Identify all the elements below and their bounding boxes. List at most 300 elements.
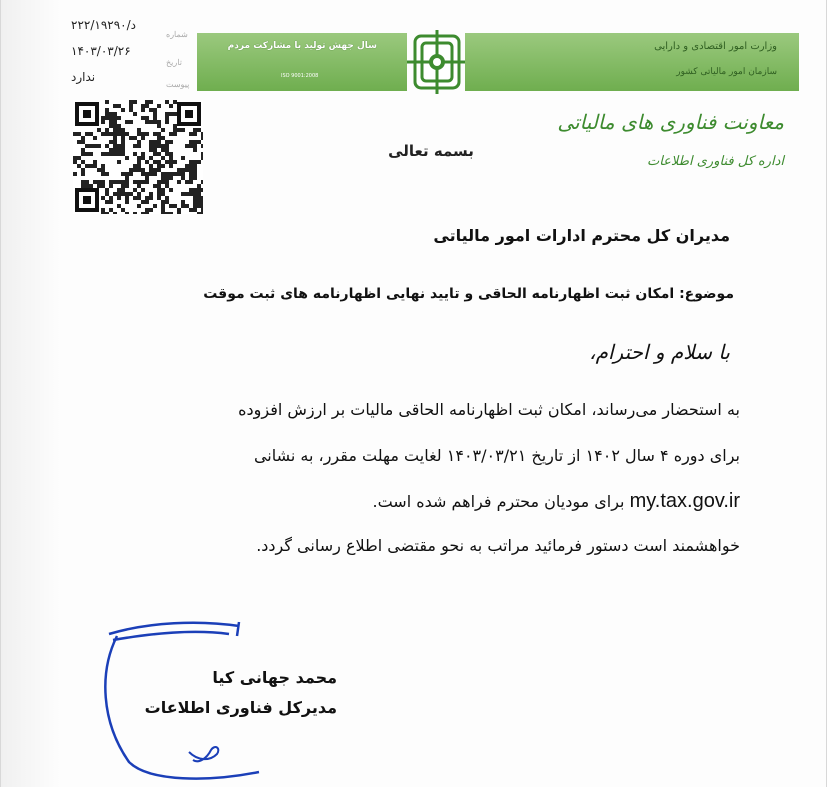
ministry-name: وزارت امور اقتصادی و دارایی bbox=[654, 41, 777, 52]
qr-module bbox=[85, 152, 89, 156]
qr-module bbox=[197, 128, 201, 132]
iso-label: ISO 9001:2008 bbox=[281, 73, 319, 79]
qr-module bbox=[157, 152, 161, 156]
qr-module bbox=[193, 148, 197, 152]
qr-module bbox=[113, 148, 117, 152]
qr-module bbox=[133, 212, 137, 214]
qr-module bbox=[165, 100, 169, 104]
qr-module bbox=[153, 168, 157, 172]
qr-module bbox=[145, 212, 149, 214]
qr-module bbox=[145, 208, 149, 212]
qr-module bbox=[169, 140, 173, 144]
qr-module bbox=[109, 152, 113, 156]
qr-module bbox=[201, 196, 203, 200]
qr-module bbox=[181, 192, 185, 196]
qr-module bbox=[157, 188, 161, 192]
qr-module bbox=[121, 108, 125, 112]
qr-module bbox=[145, 132, 149, 136]
body-line-3 bbox=[372, 490, 740, 513]
qr-module bbox=[81, 160, 85, 164]
qr-module bbox=[93, 160, 97, 164]
qr-module bbox=[133, 152, 137, 156]
qr-module bbox=[101, 164, 105, 168]
qr-module bbox=[185, 144, 189, 148]
qr-module bbox=[137, 156, 141, 160]
qr-module bbox=[125, 120, 129, 124]
qr-module bbox=[153, 108, 157, 112]
qr-module bbox=[201, 204, 203, 208]
qr-module bbox=[141, 116, 145, 120]
qr-module bbox=[161, 156, 165, 160]
qr-module bbox=[77, 156, 81, 160]
qr-module bbox=[77, 140, 81, 144]
qr-module bbox=[85, 180, 89, 184]
qr-module bbox=[121, 208, 125, 212]
qr-module bbox=[193, 208, 197, 212]
qr-module bbox=[97, 180, 101, 184]
qr-module bbox=[197, 212, 201, 214]
qr-module bbox=[157, 196, 161, 200]
qr-module bbox=[161, 212, 165, 214]
qr-module bbox=[121, 136, 125, 140]
qr-module bbox=[117, 116, 121, 120]
qr-module bbox=[109, 116, 113, 120]
qr-module bbox=[165, 200, 169, 204]
qr-module bbox=[189, 132, 193, 136]
qr-module bbox=[149, 120, 153, 124]
qr-module bbox=[169, 160, 173, 164]
qr-module bbox=[193, 128, 197, 132]
qr-module bbox=[93, 180, 97, 184]
qr-module bbox=[189, 192, 193, 196]
qr-module bbox=[197, 196, 201, 200]
qr-module bbox=[149, 156, 153, 160]
qr-module bbox=[153, 204, 157, 208]
qr-module bbox=[109, 200, 113, 204]
qr-module bbox=[117, 132, 121, 136]
qr-module bbox=[169, 132, 173, 136]
qr-module bbox=[137, 168, 141, 172]
qr-module bbox=[121, 148, 125, 152]
meta-label-number: شماره bbox=[166, 30, 188, 39]
qr-module bbox=[141, 108, 145, 112]
qr-module bbox=[85, 184, 89, 188]
qr-module bbox=[81, 184, 85, 188]
qr-module bbox=[137, 164, 141, 168]
qr-module bbox=[169, 164, 173, 168]
qr-module bbox=[141, 188, 145, 192]
qr-module bbox=[129, 120, 133, 124]
qr-module bbox=[125, 180, 129, 184]
qr-module bbox=[125, 156, 129, 160]
qr-module bbox=[145, 180, 149, 184]
qr-module bbox=[117, 152, 121, 156]
qr-module bbox=[73, 156, 77, 160]
qr-module bbox=[177, 128, 181, 132]
year-slogan: سال جهش تولید با مشارکت مردم bbox=[227, 41, 377, 51]
qr-module bbox=[121, 184, 125, 188]
qr-module bbox=[157, 144, 161, 148]
qr-module bbox=[173, 112, 177, 116]
qr-module bbox=[141, 212, 145, 214]
qr-module bbox=[193, 196, 197, 200]
qr-module bbox=[105, 200, 109, 204]
qr-module bbox=[177, 208, 181, 212]
qr-module bbox=[133, 136, 137, 140]
page-shadow bbox=[1, 0, 61, 787]
qr-module bbox=[109, 180, 113, 184]
qr-module bbox=[113, 132, 117, 136]
qr-module bbox=[169, 152, 173, 156]
qr-module bbox=[133, 180, 137, 184]
qr-module bbox=[153, 116, 157, 120]
qr-module bbox=[117, 196, 121, 200]
qr-module bbox=[169, 172, 173, 176]
qr-module bbox=[85, 164, 89, 168]
qr-module bbox=[141, 132, 145, 136]
qr-module bbox=[157, 192, 161, 196]
department-title: اداره کل فناوری اطلاعات bbox=[646, 154, 784, 169]
qr-module bbox=[113, 212, 117, 214]
qr-module bbox=[85, 144, 89, 148]
qr-module bbox=[173, 124, 177, 128]
qr-module bbox=[101, 180, 105, 184]
qr-module bbox=[109, 208, 113, 212]
qr-module bbox=[81, 136, 85, 140]
qr-module bbox=[129, 100, 133, 104]
qr-module bbox=[113, 192, 117, 196]
qr-module bbox=[149, 196, 153, 200]
qr-module bbox=[181, 200, 185, 204]
qr-module bbox=[117, 204, 121, 208]
qr-module bbox=[173, 172, 177, 176]
qr-module bbox=[165, 152, 169, 156]
qr-module bbox=[161, 200, 165, 204]
qr-module bbox=[101, 212, 105, 214]
qr-module bbox=[181, 156, 185, 160]
qr-module bbox=[89, 152, 93, 156]
qr-module bbox=[153, 152, 157, 156]
qr-module bbox=[189, 172, 193, 176]
qr-module bbox=[197, 204, 201, 208]
qr-module bbox=[145, 120, 149, 124]
qr-module bbox=[165, 160, 169, 164]
qr-module bbox=[197, 200, 201, 204]
qr-module bbox=[117, 160, 121, 164]
qr-module bbox=[141, 136, 145, 140]
qr-module bbox=[193, 192, 197, 196]
qr-module bbox=[121, 140, 125, 144]
qr-module bbox=[101, 116, 105, 120]
qr-module bbox=[93, 144, 97, 148]
qr-module bbox=[125, 192, 129, 196]
qr-module bbox=[101, 168, 105, 172]
qr-module bbox=[201, 180, 203, 184]
qr-module bbox=[193, 164, 197, 168]
qr-module bbox=[173, 160, 177, 164]
qr-module bbox=[193, 140, 197, 144]
qr-module bbox=[81, 152, 85, 156]
qr-module bbox=[145, 100, 149, 104]
qr-module bbox=[201, 132, 203, 136]
qr-module bbox=[125, 212, 129, 214]
salutation: با سلام و احترام، bbox=[589, 340, 730, 364]
qr-module bbox=[149, 208, 153, 212]
qr-module bbox=[129, 108, 133, 112]
signer-title: مدیرکل فناوری اطلاعات bbox=[144, 698, 337, 717]
qr-module bbox=[197, 184, 201, 188]
qr-module bbox=[185, 164, 189, 168]
qr-module bbox=[189, 144, 193, 148]
qr-module bbox=[77, 132, 81, 136]
qr-module bbox=[161, 136, 165, 140]
qr-module bbox=[165, 180, 169, 184]
qr-module bbox=[125, 184, 129, 188]
qr-module bbox=[153, 144, 157, 148]
qr-module bbox=[145, 116, 149, 120]
qr-module bbox=[169, 204, 173, 208]
qr-module bbox=[101, 172, 105, 176]
qr-module bbox=[145, 196, 149, 200]
subject-line: موضوع: امکان ثبت اظهارنامه الحاقی و تایید نهایی اظهارنامه های ثبت موقت bbox=[203, 286, 734, 302]
qr-module bbox=[185, 192, 189, 196]
qr-module bbox=[181, 204, 185, 208]
qr-module bbox=[161, 204, 165, 208]
qr-module bbox=[189, 140, 193, 144]
qr-module bbox=[189, 168, 193, 172]
qr-module bbox=[113, 144, 117, 148]
qr-module bbox=[161, 180, 165, 184]
qr-module bbox=[109, 140, 113, 144]
qr-module bbox=[161, 164, 165, 168]
qr-module bbox=[105, 188, 109, 192]
qr-module bbox=[181, 168, 185, 172]
qr-module bbox=[149, 172, 153, 176]
qr-module bbox=[145, 176, 149, 180]
qr-module bbox=[141, 152, 145, 156]
qr-module bbox=[141, 156, 145, 160]
qr-module bbox=[145, 200, 149, 204]
letter-attachment: ندارد bbox=[71, 70, 96, 84]
qr-module bbox=[97, 168, 101, 172]
deputy-title: معاونت فناوری های مالیاتی bbox=[557, 110, 784, 134]
qr-module bbox=[133, 196, 137, 200]
qr-module bbox=[189, 176, 193, 180]
qr-module bbox=[169, 112, 173, 116]
qr-module bbox=[113, 140, 117, 144]
qr-module bbox=[189, 180, 193, 184]
closing-line: خواهشمند است دستور فرمائید مراتب به نحو مقتضی اطلاع رسانی گردد. bbox=[256, 536, 740, 555]
qr-module bbox=[117, 124, 121, 128]
qr-code-icon bbox=[73, 100, 203, 214]
signer-name: محمد جهانی کیا bbox=[212, 668, 337, 687]
qr-module bbox=[97, 184, 101, 188]
qr-module bbox=[137, 128, 141, 132]
qr-module bbox=[105, 132, 109, 136]
qr-module bbox=[121, 152, 125, 156]
qr-module bbox=[77, 164, 81, 168]
qr-module bbox=[137, 204, 141, 208]
qr-module bbox=[185, 168, 189, 172]
qr-module bbox=[81, 168, 85, 172]
letter-number: د/۲۲۲/۱۹۲۹۰ bbox=[71, 18, 136, 32]
qr-module bbox=[165, 120, 169, 124]
qr-module bbox=[101, 196, 105, 200]
qr-module bbox=[149, 144, 153, 148]
qr-module bbox=[121, 180, 125, 184]
qr-module bbox=[149, 140, 153, 144]
qr-module bbox=[109, 148, 113, 152]
qr-module bbox=[93, 164, 97, 168]
qr-module bbox=[133, 164, 137, 168]
qr-module bbox=[73, 160, 77, 164]
letterhead-band-right bbox=[465, 33, 799, 91]
qr-module bbox=[73, 172, 77, 176]
qr-module bbox=[117, 128, 121, 132]
qr-module bbox=[165, 196, 169, 200]
body-line-1: به استحضار می‌رساند، امکان ثبت اظهارنامه الحاقی مالیات بر ارزش افزوده bbox=[238, 400, 740, 419]
qr-module bbox=[185, 180, 189, 184]
qr-module bbox=[165, 116, 169, 120]
qr-module bbox=[101, 132, 105, 136]
qr-module bbox=[161, 192, 165, 196]
qr-module bbox=[161, 188, 165, 192]
qr-module bbox=[157, 184, 161, 188]
qr-module bbox=[129, 192, 133, 196]
qr-module bbox=[105, 108, 109, 112]
qr-module bbox=[185, 204, 189, 208]
qr-module bbox=[153, 160, 157, 164]
qr-module bbox=[201, 136, 203, 140]
qr-module bbox=[81, 180, 85, 184]
qr-module bbox=[117, 180, 121, 184]
qr-module bbox=[189, 160, 193, 164]
qr-module bbox=[113, 152, 117, 156]
qr-module bbox=[93, 136, 97, 140]
qr-module bbox=[141, 180, 145, 184]
qr-module bbox=[193, 200, 197, 204]
qr-module bbox=[137, 140, 141, 144]
qr-module bbox=[181, 172, 185, 176]
qr-module bbox=[141, 200, 145, 204]
qr-module bbox=[165, 144, 169, 148]
qr-module bbox=[157, 104, 161, 108]
organization-name: سازمان امور مالیاتی کشور bbox=[676, 67, 777, 77]
qr-module bbox=[113, 120, 117, 124]
qr-module bbox=[153, 148, 157, 152]
qr-module bbox=[153, 112, 157, 116]
qr-module bbox=[149, 108, 153, 112]
qr-module bbox=[157, 140, 161, 144]
qr-module bbox=[81, 172, 85, 176]
qr-module bbox=[157, 180, 161, 184]
qr-module bbox=[181, 176, 185, 180]
qr-module bbox=[189, 188, 193, 192]
qr-module bbox=[109, 184, 113, 188]
qr-module bbox=[173, 128, 177, 132]
qr-module bbox=[133, 144, 137, 148]
tax-emblem-icon bbox=[407, 30, 467, 94]
qr-module bbox=[141, 168, 145, 172]
qr-module bbox=[173, 100, 177, 104]
qr-module bbox=[105, 152, 109, 156]
qr-module bbox=[153, 140, 157, 144]
qr-module bbox=[153, 132, 157, 136]
qr-module bbox=[177, 168, 181, 172]
meta-label-date: تاریخ bbox=[166, 58, 182, 67]
qr-module bbox=[157, 164, 161, 168]
qr-module bbox=[197, 192, 201, 196]
qr-module bbox=[157, 132, 161, 136]
qr-module bbox=[137, 180, 141, 184]
qr-module bbox=[73, 132, 77, 136]
qr-module bbox=[201, 152, 203, 156]
qr-module bbox=[177, 212, 181, 214]
qr-module bbox=[125, 172, 129, 176]
qr-module bbox=[157, 160, 161, 164]
qr-module bbox=[141, 172, 145, 176]
qr-module bbox=[165, 112, 169, 116]
qr-module bbox=[193, 132, 197, 136]
qr-module bbox=[133, 188, 137, 192]
qr-module bbox=[165, 148, 169, 152]
qr-module bbox=[105, 112, 109, 116]
qr-module bbox=[149, 148, 153, 152]
qr-module bbox=[173, 132, 177, 136]
qr-module bbox=[117, 144, 121, 148]
qr-module bbox=[169, 212, 173, 214]
qr-module bbox=[193, 176, 197, 180]
qr-module bbox=[141, 104, 145, 108]
qr-module bbox=[105, 116, 109, 120]
qr-module bbox=[137, 144, 141, 148]
qr-module bbox=[161, 176, 165, 180]
qr-module bbox=[161, 144, 165, 148]
qr-module bbox=[117, 192, 121, 196]
qr-module bbox=[121, 192, 125, 196]
qr-module bbox=[113, 112, 117, 116]
url-link[interactable]: my.tax.gov.ir bbox=[629, 490, 740, 512]
qr-module bbox=[137, 192, 141, 196]
qr-module bbox=[125, 176, 129, 180]
qr-module bbox=[153, 184, 157, 188]
qr-module bbox=[109, 132, 113, 136]
qr-module bbox=[113, 104, 117, 108]
qr-module bbox=[153, 120, 157, 124]
qr-module bbox=[157, 136, 161, 140]
qr-module bbox=[201, 200, 203, 204]
qr-module bbox=[145, 172, 149, 176]
qr-module bbox=[117, 148, 121, 152]
qr-module bbox=[161, 208, 165, 212]
qr-module bbox=[105, 192, 109, 196]
qr-module bbox=[193, 204, 197, 208]
qr-module bbox=[149, 100, 153, 104]
qr-module bbox=[169, 188, 173, 192]
qr-module bbox=[145, 104, 149, 108]
qr-module bbox=[193, 160, 197, 164]
qr-module bbox=[153, 172, 157, 176]
qr-module bbox=[169, 176, 173, 180]
qr-module bbox=[157, 120, 161, 124]
qr-module bbox=[101, 208, 105, 212]
qr-module bbox=[145, 160, 149, 164]
qr-module bbox=[137, 160, 141, 164]
basmala: بسمه تعالی bbox=[388, 142, 474, 160]
qr-module bbox=[109, 112, 113, 116]
qr-module bbox=[197, 188, 201, 192]
qr-module bbox=[157, 168, 161, 172]
